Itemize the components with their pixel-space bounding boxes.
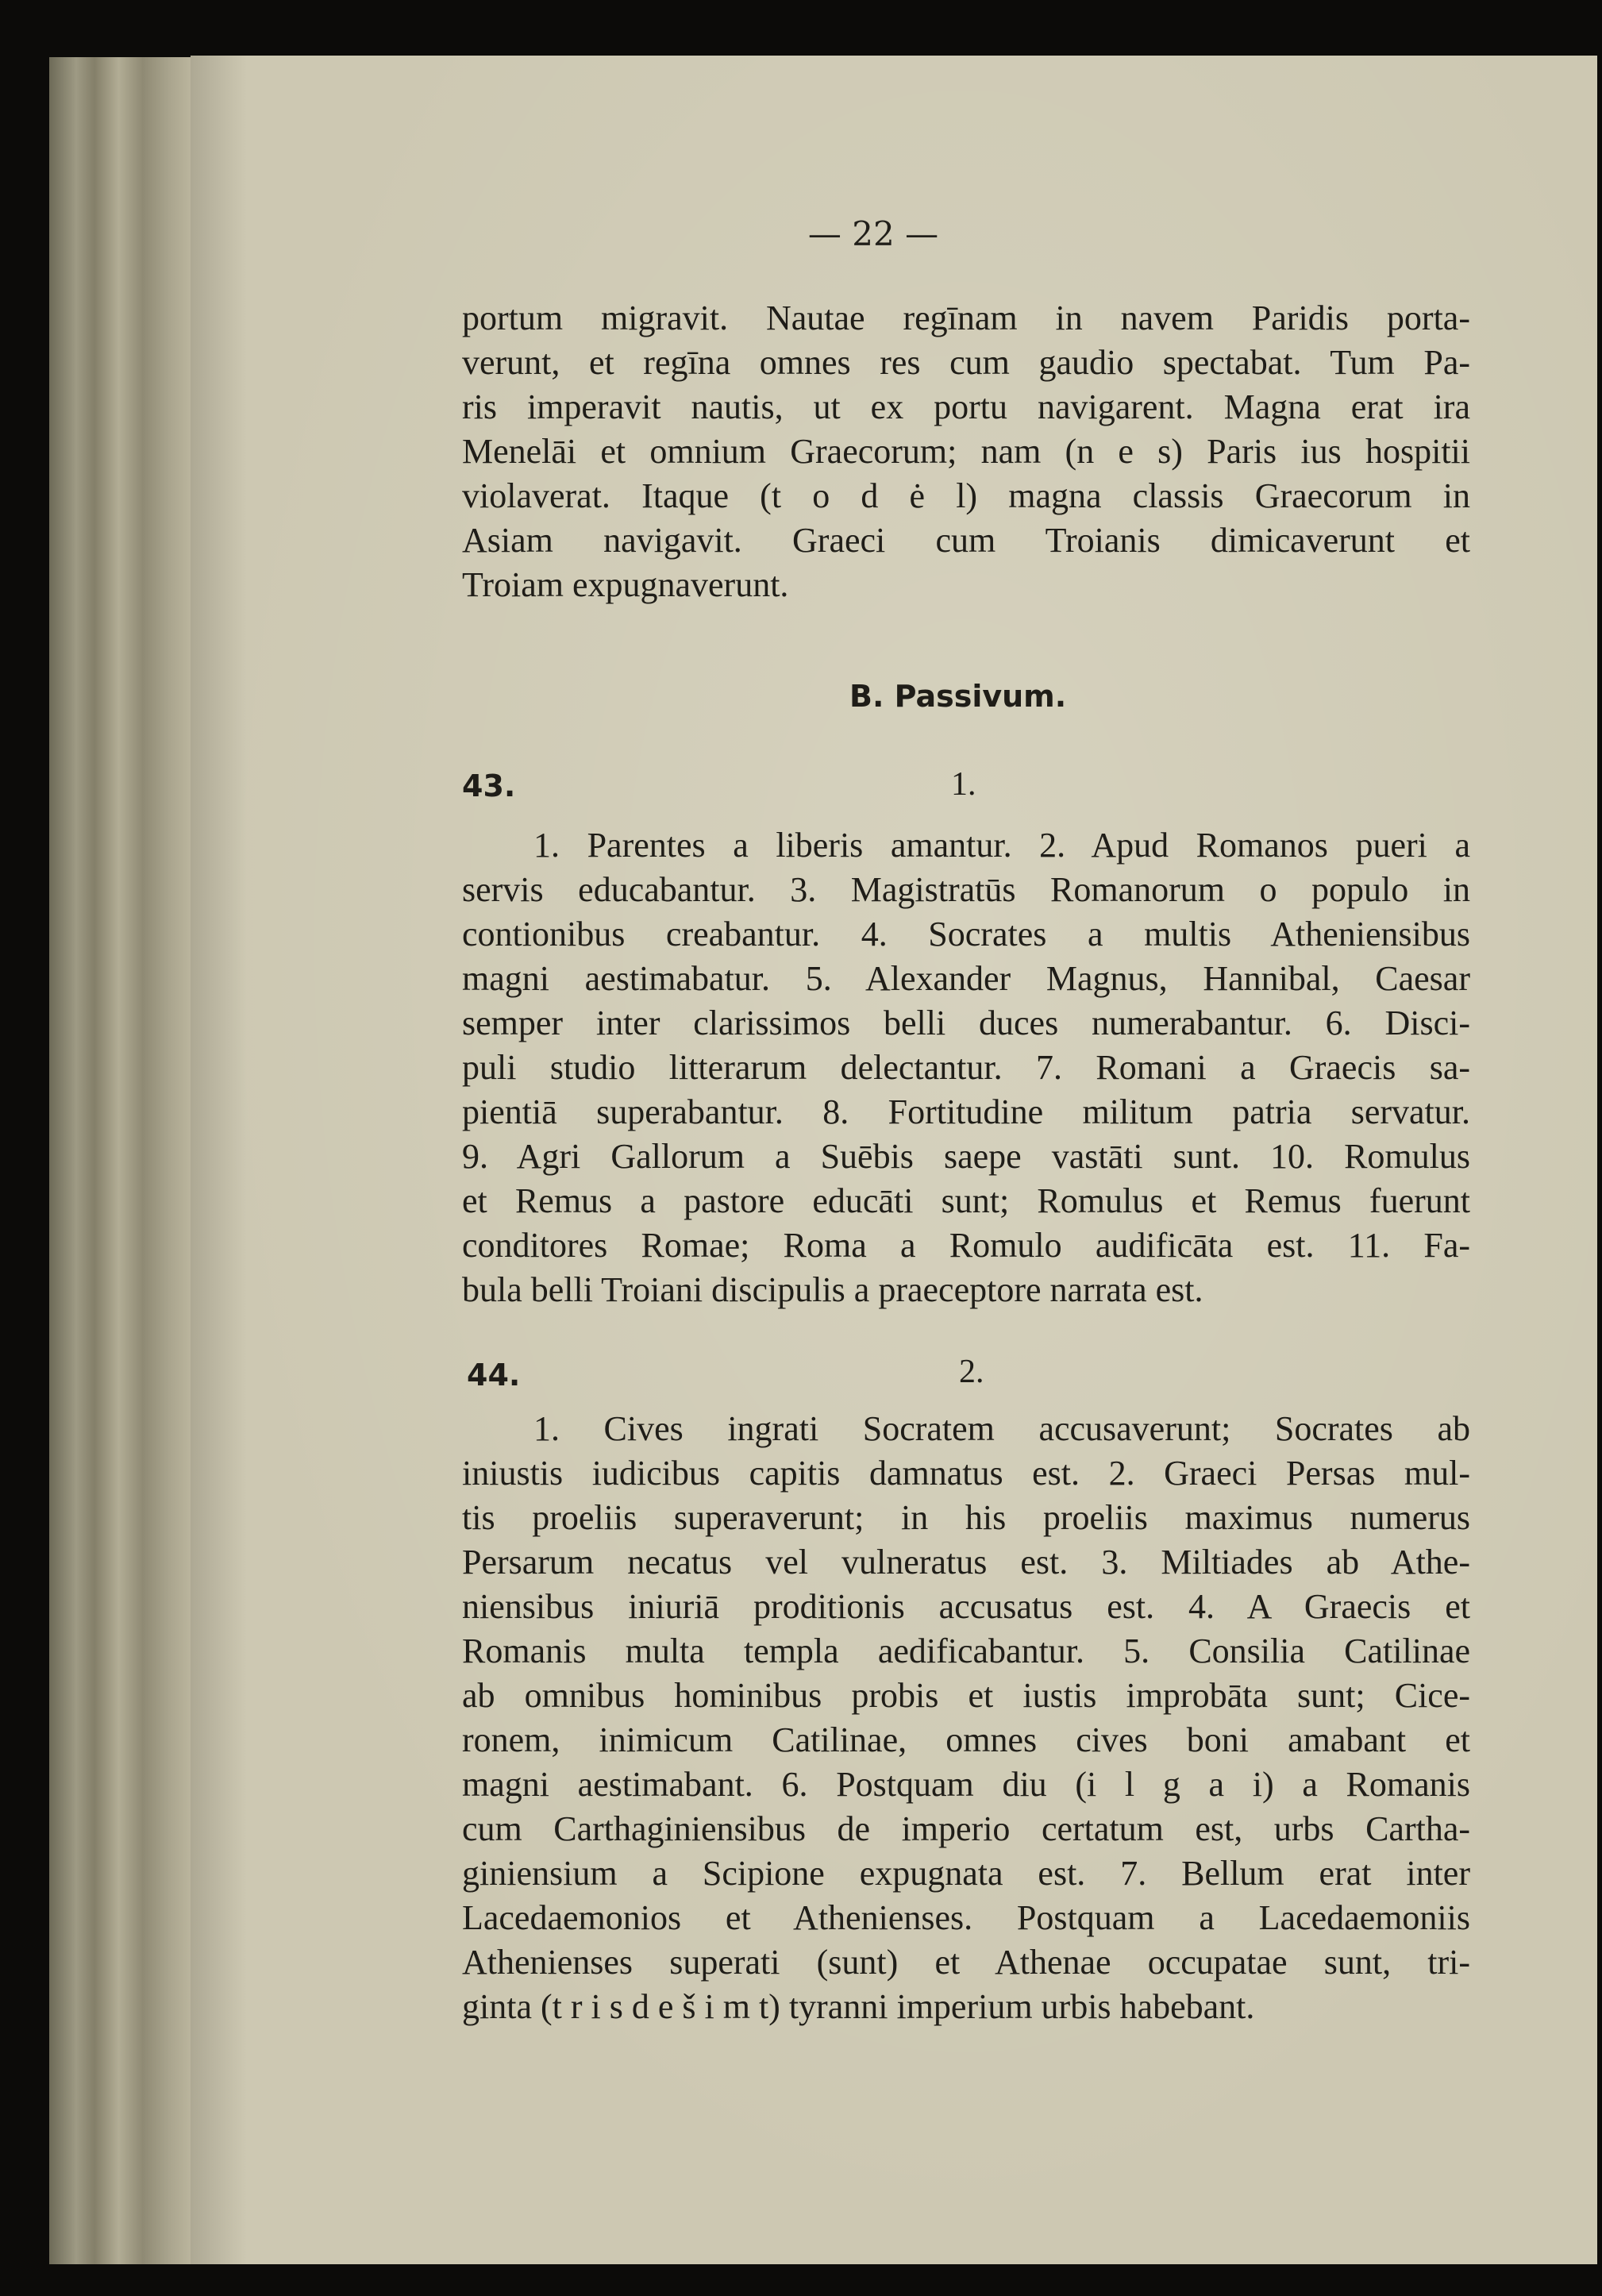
text-line: ab omnibus hominibus probis et iustis improbāta sunt; Cice- — [462, 1676, 1470, 1715]
text-line: ronem, inimicum Catilinae, omnes cives boni amabant et — [462, 1720, 1470, 1759]
text-line: Asiam navigavit. Graeci cum Troianis dimicaverunt et — [462, 521, 1470, 560]
text-line: ginta (t r i s d e š i m t) tyranni imperium urbis habebant. — [462, 1987, 1255, 2026]
section-heading: B. Passivum. — [849, 679, 1067, 714]
text-line: magni aestimabatur. 5. Alexander Magnus, Hannibal, Caesar — [462, 959, 1470, 998]
book-page-edges — [49, 57, 200, 2264]
text-line: Athenienses superati (sunt) et Athenae occupatae sunt, tri- — [462, 1943, 1470, 1982]
text-line: verunt, et regīna omnes res cum gaudio spectabat. Tum Pa- — [462, 343, 1470, 382]
exercise-44-text — [462, 1407, 1470, 2029]
text-line: Romanis multa templa aedificabantur. 5. Consilia Catilinae — [462, 1631, 1470, 1670]
text-line: Lacedaemonios et Athenienses. Postquam a Lacedaemoniis — [462, 1898, 1470, 1937]
text-line: contionibus creabantur. 4. Socrates a multis Atheniensibus — [462, 915, 1470, 953]
text-line: pientiā superabantur. 8. Fortitudine militum patria servatur. — [462, 1092, 1470, 1131]
text-line: giniensium a Scipione expugnata est. 7. Bellum erat inter — [462, 1854, 1470, 1893]
text-line: portum migravit. Nautae regīnam in navem Paridis porta- — [462, 299, 1470, 337]
page-number: — 22 — — [807, 214, 939, 253]
text-line: Troiam expugnaverunt. — [462, 565, 789, 604]
text-line: violaverat. Itaque (t o d ė l) magna classis Graecorum in — [462, 476, 1470, 515]
exercise-subnumber: 2. — [959, 1354, 984, 1390]
exercise-number: 43. — [462, 769, 516, 803]
text-line: cum Carthaginiensibus de imperio certatum est, urbs Cartha- — [462, 1809, 1470, 1848]
exercise-subnumber: 1. — [951, 766, 976, 803]
text-line: servis educabantur. 3. Magistratūs Romanorum o populo in — [462, 870, 1470, 909]
text-line: iniustis iudicibus capitis damnatus est. 2. Graeci Persas mul- — [462, 1454, 1470, 1493]
text-line: 1. Cives ingrati Socratem accusaverunt; Socrates ab — [533, 1409, 1470, 1448]
intro-paragraph — [462, 296, 1470, 607]
text-line: semper inter clarissimos belli duces numerabantur. 6. Disci- — [462, 1004, 1470, 1042]
text-line: 1. Parentes a liberis amantur. 2. Apud Romanos pueri a — [533, 826, 1470, 865]
text-line: niensibus iniuriā proditionis accusatus est. 4. A Graecis et — [462, 1587, 1470, 1626]
exercise-43-text — [462, 823, 1470, 1312]
text-line: Menelāi et omnium Graecorum; nam (n e s) Paris ius hospitii — [462, 432, 1470, 471]
text-line: conditores Romae; Roma a Romulo audificāta est. 11. Fa- — [462, 1226, 1470, 1265]
text-line: bula belli Troiani discipulis a praeceptore narrata est. — [462, 1270, 1203, 1309]
text-line: ris imperavit nautis, ut ex portu navigarent. Magna erat ira — [462, 387, 1470, 426]
text-line: puli studio litterarum delectantur. 7. Romani a Graecis sa- — [462, 1048, 1470, 1087]
text-line: magni aestimabant. 6. Postquam diu (i l g a i) a Romanis — [462, 1765, 1470, 1804]
text-line: Persarum necatus vel vulneratus est. 3. Miltiades ab Athe- — [462, 1543, 1470, 1581]
exercise-number: 44. — [467, 1358, 521, 1393]
text-line: et Remus a pastore educāti sunt; Romulus et Remus fuerunt — [462, 1181, 1470, 1220]
text-line: 9. Agri Gallorum a Suēbis saepe vastāti sunt. 10. Romulus — [462, 1137, 1470, 1176]
text-line: tis proeliis superaverunt; in his proeliis maximus numerus — [462, 1498, 1470, 1537]
